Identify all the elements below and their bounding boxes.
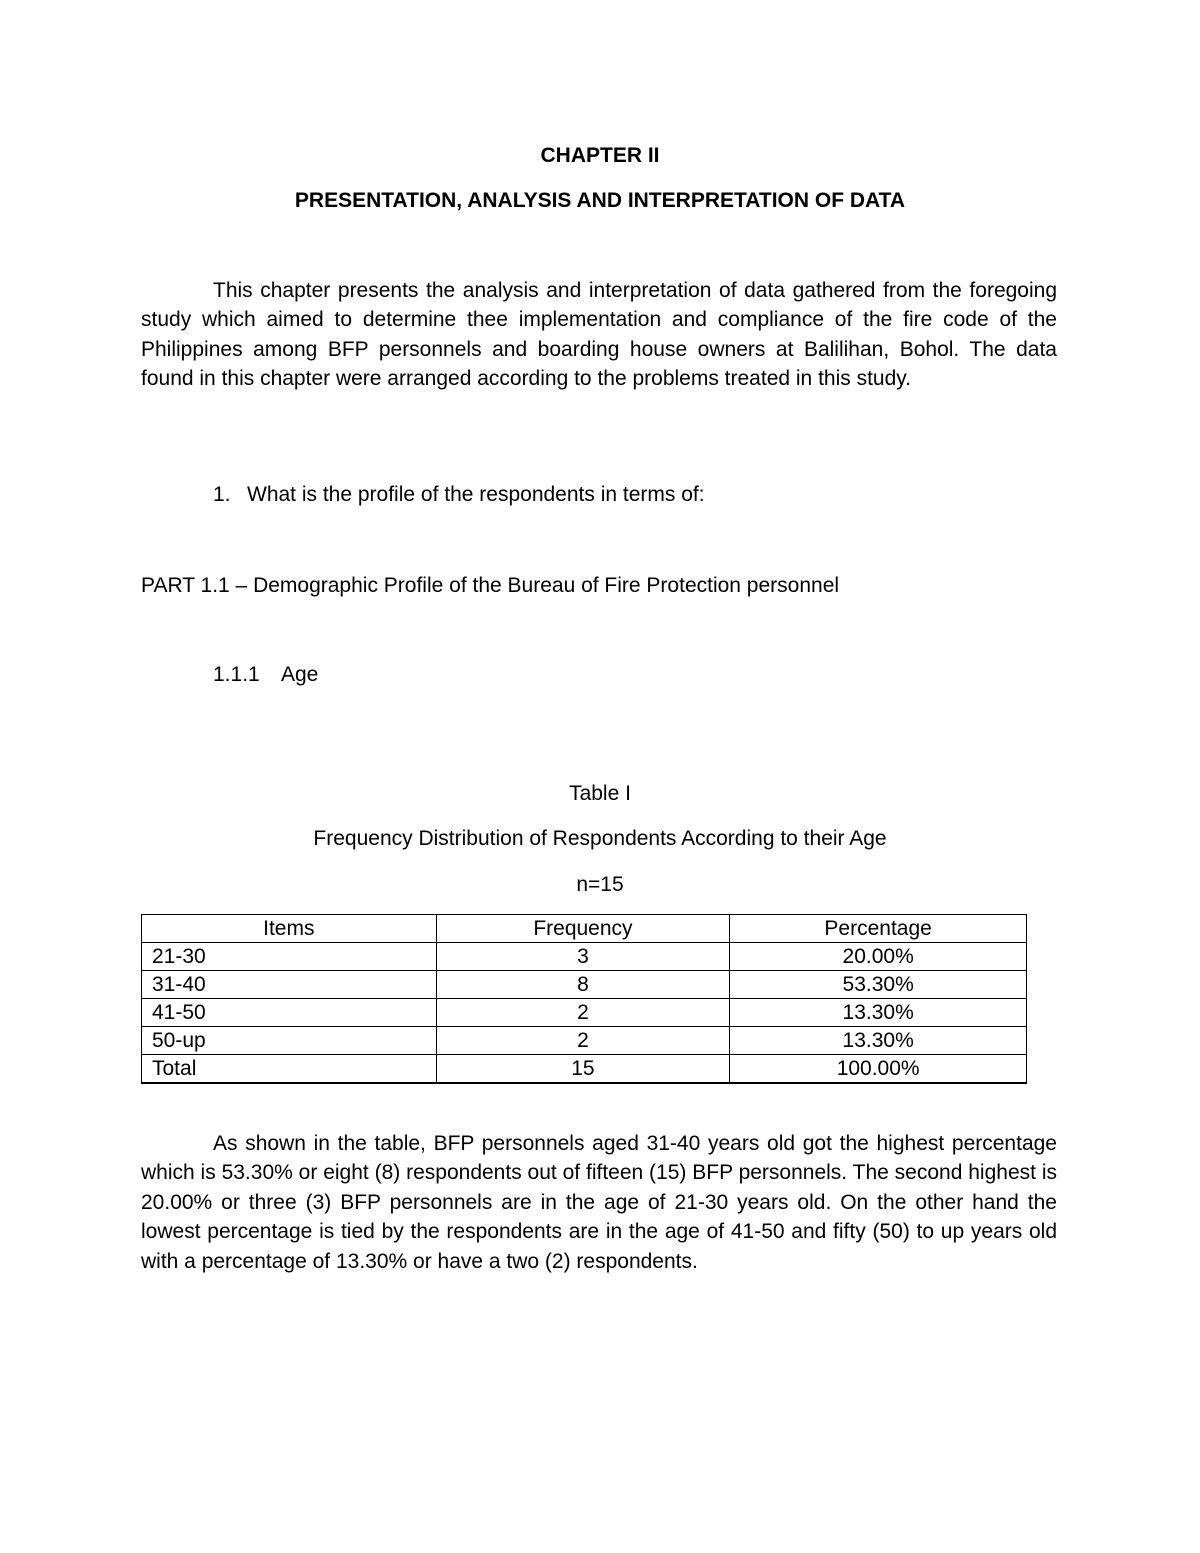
table-row xyxy=(142,971,1027,999)
cell-frequency: 3 xyxy=(436,943,730,971)
question-text: What is the profile of the respondents in terms of: xyxy=(247,483,705,506)
cell-frequency: 8 xyxy=(436,971,730,999)
table-row xyxy=(142,1027,1027,1055)
intro-paragraph: This chapter presents the analysis and interpretation of data gathered from the foregoing study which aimed to determine thee implementation and compliance of the fire code of the Philippines among BFP personnels and boarding house owners at Balilihan, Bohol. The data found in this chapter were arranged according to the problems treated in this study. xyxy=(141,279,1057,391)
table-caption: Frequency Distribution of Respondents According to their Age xyxy=(313,827,887,850)
chapter-subtitle: PRESENTATION, ANALYSIS AND INTERPRETATION OF DATA xyxy=(294,189,906,212)
subsection-heading xyxy=(213,662,318,688)
discussion-paragraph: As shown in the table, BFP personnels aged 31-40 years old got the highest percentage which is 53.30% or eight (8) respondents out of fifteen (15) BFP personnels. The second highest is 20.00% or three (3) BFP personnels are in the age of 21-30 years old. On the other hand the lowest percentage is tied by the respondents are in the age of 41-50 and fifty (50) to up years old with a percentage of 13.30% or have a two (2) respondents. xyxy=(141,1132,1057,1273)
cell-frequency: 2 xyxy=(436,999,730,1027)
cell-frequency: 15 xyxy=(436,1055,730,1084)
cell-item: 41-50 xyxy=(142,999,437,1027)
cell-item: 50-up xyxy=(142,1027,437,1055)
cell-item: Total xyxy=(142,1055,437,1084)
cell-percentage: 13.30% xyxy=(730,999,1027,1027)
table-total-row xyxy=(142,1055,1027,1084)
table-row xyxy=(142,999,1027,1027)
subsection-number: 1.1.1 xyxy=(213,663,260,686)
cell-percentage: 100.00% xyxy=(730,1055,1027,1084)
header-items: Items xyxy=(142,915,437,943)
table-sample-size: n=15 xyxy=(576,873,624,896)
question-number: 1. xyxy=(213,483,231,506)
cell-item: 31-40 xyxy=(142,971,437,999)
subsection-label: Age xyxy=(281,663,319,686)
frequency-table xyxy=(141,914,1027,1084)
cell-percentage: 13.30% xyxy=(730,1027,1027,1055)
header-frequency: Frequency xyxy=(436,915,730,943)
table-header-row xyxy=(142,915,1027,943)
cell-item: 21-30 xyxy=(142,943,437,971)
cell-percentage: 20.00% xyxy=(730,943,1027,971)
header-percentage: Percentage xyxy=(730,915,1027,943)
cell-frequency: 2 xyxy=(436,1027,730,1055)
part-heading: PART 1.1 – Demographic Profile of the Bureau of Fire Protection personnel xyxy=(141,574,840,597)
table-title: Table I xyxy=(569,782,631,805)
research-question xyxy=(213,482,705,508)
cell-percentage: 53.30% xyxy=(730,971,1027,999)
chapter-title: CHAPTER II xyxy=(540,144,660,167)
table-row xyxy=(142,943,1027,971)
